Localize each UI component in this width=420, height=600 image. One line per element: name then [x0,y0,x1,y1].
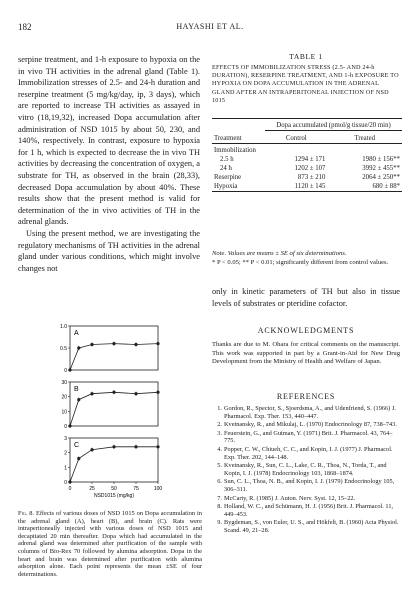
right-column-text: only in kinetic parameters of TH but also in tissue levels of substrates or pteridine cofactor. [212,287,400,308]
table-group-immobilization: Immobilization [214,146,256,154]
table-1 [212,118,402,192]
running-title: HAYASHI ET AL. [176,22,244,31]
panel-frame [70,382,158,426]
body-paragraph: serpine treatment, and 1-h exposure to hypoxia on the in vivo TH activities in the adrenal gland (Table 1). Immobilization stresses of 2.5- and 24-h duration and reserpine treatment (5 mg/kg/day, ip, 3 days), which are reported to increase TH activities as assayed in vitro (18,19,32), increased Dopa accumulation after administration of NSD 1015 by about 50, 230, and 140%, respectively. In contrast, exposure to hypoxia for 1 h, which is expected to decrease the in vivo TH activities by decreasing the concentration of oxygen, a substrate for TH, as observed in the brain (28,33), decreased Dopa accumulation by about 40%. These results show that the present method is valid for determination of the in vivo activities of TH in the adrenal glands. [18,55,200,227]
y-tick-label: 0.5 [60,346,67,352]
table-note [212,250,400,267]
x-tick-label: 0 [68,486,72,492]
y-tick-label: 1 [64,465,67,472]
table-cell-label: Reserpine [214,173,242,181]
y-tick-label: 0 [64,368,67,374]
page-number: 182 [18,22,32,32]
table-group-header: Dopa accumulated (pmol/g tissue/20 min) [276,122,391,129]
data-point [90,448,93,451]
table-header-treatment: Treatment [214,134,242,142]
table-title: TABLE 1 [289,52,323,61]
reference-item: 3. Feuerstein, G., and Gutman, Y. (1971) Brit. J. Pharmacol. 43, 764–775. [217,429,393,445]
acknowledgments-heading: ACKNOWLEDGMENTS [257,326,355,335]
reference-item: 1. Gordon, R., Spector, S., Sjoerdsma, A., and Udenfriend, S. (1966) J. Pharmacol. Exp. Ther. 153, 440–447. [217,405,396,420]
left-column-text [18,54,200,274]
series-line [70,392,158,426]
figure-caption [18,510,202,578]
table-cell-treated: 680 ± 88* [372,182,400,190]
x-tick-label: 25 [89,486,95,492]
y-tick-label: 1.0 [60,324,67,330]
table-cell-control: 873 ± 210 [297,173,326,181]
data-point [68,424,71,427]
data-point [77,346,80,349]
data-point [156,342,159,345]
table-cell-treated: 3992 ± 455** [362,164,400,172]
body-paragraph: Using the present method, we are investigating the regulatory mechanisms of TH activities in the adrenal gland under various conditions, which might involve changes not [18,228,200,273]
figure-8-plot [30,318,180,508]
reference-item: 2. Kvetnansky, R., and Mikulaj, L. (1970) Endocrinology 87, 738–743. [217,421,397,429]
data-point [90,392,93,395]
data-point [156,391,159,394]
table-empty-cell [327,143,402,155]
figure-8 [30,318,180,508]
table-cell-control: 1120 ± 145 [294,182,326,190]
figure-caption-lead: Fig. 8. [18,510,35,517]
table-note-line: * P < 0.05; ** P < 0.01; significantly different from control values. [212,258,389,266]
series-line [70,447,158,482]
y-tick-label: 3 [64,436,67,442]
table-cell-control: 1294 ± 171 [294,155,326,163]
reference-list [212,405,402,536]
data-point [156,445,159,448]
data-point [112,391,115,394]
y-tick-label: 10 [61,409,67,416]
table-cell-label: Hypoxia [214,182,238,190]
data-point [90,343,93,346]
table-cell-label: 24 h [220,164,232,172]
x-axis-label: NSD1015 (mg/kg) [93,493,135,499]
x-tick-label: 75 [133,486,139,492]
data-point [68,368,71,371]
data-point [112,342,115,345]
panel-frame [70,326,158,370]
table-row [212,155,402,164]
panel-label: B [74,386,79,393]
y-tick-label: 0 [64,480,67,486]
x-tick-label: 100 [153,486,163,492]
reference-item: 7. McCarty, R. (1985) J. Auton. Nerv. Syst. 12, 15–22. [217,494,356,502]
reference-item: 9. Bygdeman, S., von Euler, U. S., and Hökfelt, B. (1960) Acta Physiol. Scand. 49, 21–28. [217,519,399,534]
table-row [212,164,402,173]
acknowledgments-body: Thanks are due to M. Ohara for critical comments on the manuscript. This work was supported in part by a Grant-in-Aid for New Drug Development from the Ministry of Health and Welfare of Japan. [212,341,400,365]
table-header-treated: Treated [327,131,402,144]
data-point [112,445,115,448]
table-row [212,182,402,192]
data-point [77,398,80,401]
data-point [134,392,137,395]
panel-label: A [74,330,79,337]
reference-item: 6. Sun, C. L., Thoa, N. B., and Kopin, I. J. (1979) Endocrinology 105, 306–311. [217,478,395,493]
data-point [134,343,137,346]
reference-item: 4. Popper, C. W., Chiueh, C. C., and Kopin, I. J. (1977) J. Pharmacol. Exp. Ther. 202, 144–148. [217,445,393,461]
reference-item: 8. Holland, W. C., and Schümann, H. J. (1956) Brit. J. Pharmacol. 11, 449–453. [217,503,394,518]
table-row [212,173,402,182]
y-tick-label: 0 [64,424,67,430]
table-cell-label: 2.5 h [220,155,234,163]
table-caption: EFFECTS OF IMMOBILIZATION STRESS (2.5- AND 24-h DURATION), RESERPINE TREATMENT, AND 1-h EXPOSURE TO HYPOXIA ON DOPA ACCUMULATION IN THE ADRENAL GLAND AFTER AN INTRAPERITONEAL INJECTION OF NSD 1015 [212,64,399,104]
table-header-control: Control [265,131,327,144]
y-tick-label: 2 [64,450,67,457]
data-point [77,457,80,460]
reference-item: 5. Kvetnansky, R., Sun, C. L., Lake, C. R., Thoa, N., Torda, T., and Kopin, I. J. (1978) Endocrinology 103, 1868–1874. [217,462,387,477]
references-heading: REFERENCES [276,392,336,401]
x-tick-label: 50 [111,486,117,492]
table-empty-cell [265,143,327,155]
panel-label: C [74,442,80,449]
table-note-line: Note. Values are means ± SE of six determinations. [212,250,347,257]
series-line [70,344,158,370]
figure-caption-text: Effects of various doses of NSD 1015 on Dopa accumulation in the adrenal gland (A), heart (B), and brain (C). Rats were intraperitoneally injected with various doses of NSD 1015 and decapitated 20 min thereafter. Dopa which had accumulated in the adrenal gland was determined after purification of the sample with columns of Bio-Rex 70 followed by alumina adsorption. Dopa in the heart and brain was determined after purification with alumina adsorption alone. Each point represents the mean ±SE of four determinations. [18,510,203,578]
table-cell-treated: 2064 ± 250** [362,173,400,181]
y-tick-label: 30 [61,380,67,386]
data-point [134,445,137,448]
table-cell-control: 1202 ± 107 [294,164,326,172]
y-tick-label: 20 [61,394,67,401]
table-empty-cell [212,119,265,131]
table-cell-treated: 1980 ± 156** [362,155,400,163]
